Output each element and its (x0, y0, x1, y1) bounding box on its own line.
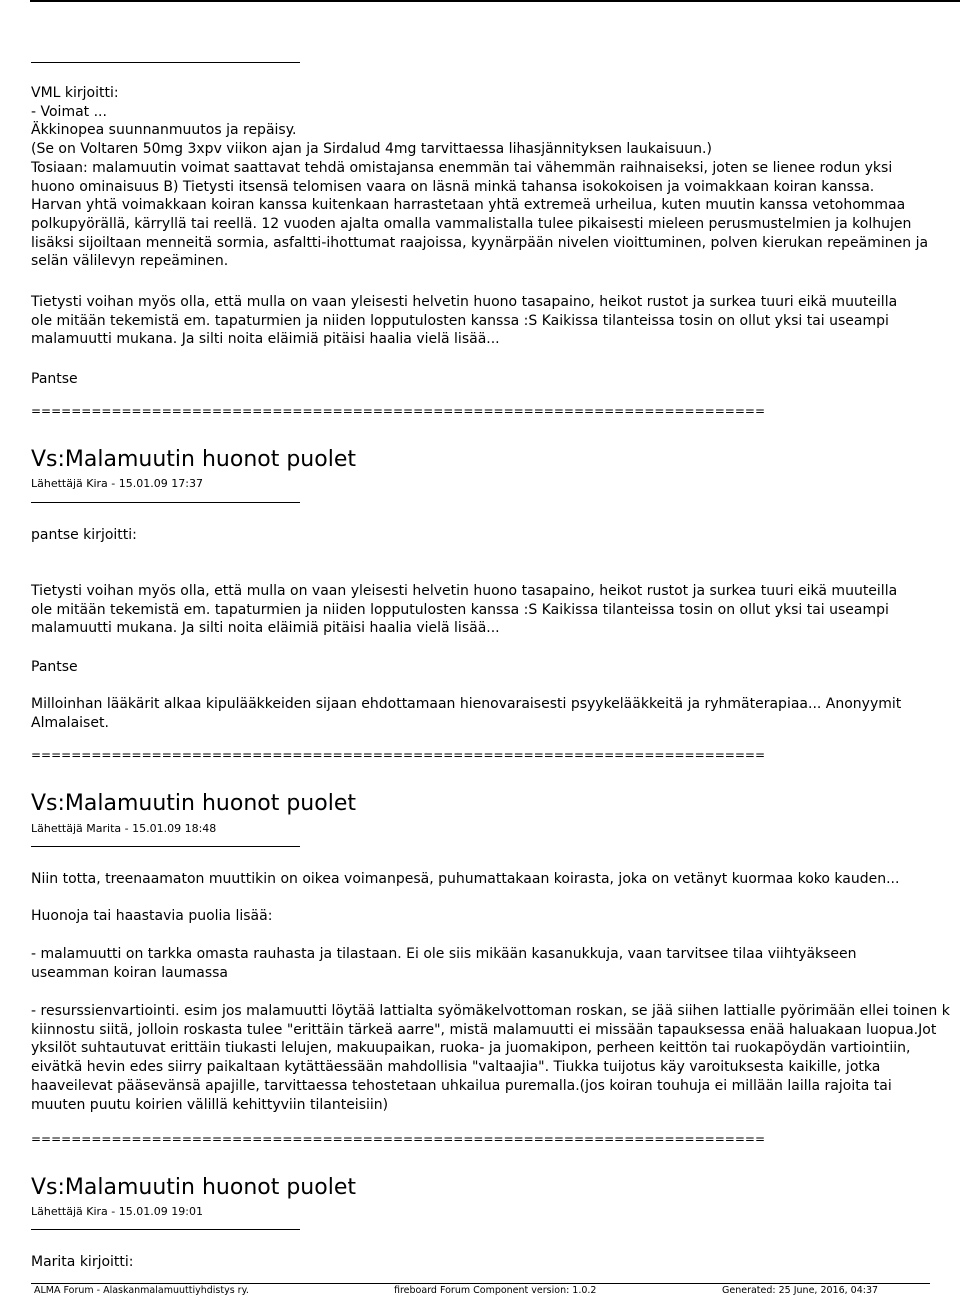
post-meta: Lähettäjä Kira - 15.01.09 19:01 (31, 1205, 203, 1218)
post-meta: Lähettäjä Marita - 15.01.09 18:48 (31, 822, 217, 835)
quote-block (31, 84, 928, 271)
signature: Pantse (31, 371, 78, 387)
quote-header: Marita kirjoitti: (31, 1254, 134, 1270)
post-meta: Lähettäjä Kira - 15.01.09 17:37 (31, 477, 203, 490)
page-footer (31, 1283, 930, 1296)
quote-line: huono ominaisuus B) Tietysti itsensä telomisen vaara on läsnä minkä tahansa isokokoisen ja voimakkaan koiran kanssa. (31, 178, 875, 195)
body-line: ole mitään tekemistä em. tapaturmien ja niiden lopputulosten kanssa :S Kaikissa tilanteissa tosin on ollut yksi tai useampi (31, 312, 889, 329)
separator: ========================================================================= (31, 404, 765, 418)
list-item (31, 945, 857, 982)
post-intro: Niin totta, treenaamaton muuttikin on oikea voimanpesä, puhumattakaan koirasta, joka on vetänyt kuormaa koko kauden... (31, 871, 900, 887)
separator: ========================================================================= (31, 748, 765, 762)
body-line: kiinnostu siitä, jolloin roskasta tulee "erittäin tärkeä aarre", mistä malamuutti ei missään tapauksessa enää haluakaan luopua.Jot (31, 1021, 937, 1038)
quote-line: polkupyörällä, kärryllä tai reellä. 12 vuoden ajalta omalla vammalistalla tulee pikaisesti mieleen perusmustelmien ja kolhujen (31, 215, 912, 232)
quote-line: selän välilevyn repeäminen. (31, 253, 229, 270)
body-line: Tietysti voihan myös olla, että mulla on vaan yleisesti helvetin huono tasapaino, heikot rustot ja surkea tuuri eikä muuteilla (31, 294, 898, 310)
post-divider (31, 62, 300, 63)
quote-line: ole mitään tekemistä em. tapaturmien ja niiden lopputulosten kanssa :S Kaikissa tilanteissa tosin on ollut yksi tai useampi (31, 601, 889, 618)
post-divider (31, 846, 300, 847)
quote-line: lisäksi sijoiltaan menneitä sormia, asfaltti-ihottumat raajoissa, kyynärpään nivelen vioittuminen, polven kierukan repeäminen ja (31, 234, 929, 251)
post-title: Vs:Malamuutin huonot puolet (31, 1175, 356, 1200)
post-title: Vs:Malamuutin huonot puolet (31, 447, 356, 472)
quote-signature: Pantse (31, 659, 78, 675)
body-line: - resurssienvartiointi. esim jos malamuutti löytää lattialta syömäkelvottoman roskan, se jää siihen lattialle pyörimään ellei toinen k (31, 1003, 950, 1019)
body-line: eivätkä hevin edes siirry paikaltaan kytättäessään mahdollisia "valtaajia". Tiukka tuijotus käy varoituksesta kaikille, jotka (31, 1059, 881, 1076)
body-line: useamman koiran laumassa (31, 964, 228, 981)
footer-generated: Generated: 25 June, 2016, 04:37 (722, 1285, 879, 1296)
footer-site: ALMA Forum - Alaskanmalamuuttiyhdistys ry. (34, 1285, 249, 1296)
post-body (31, 695, 901, 732)
body-line: malamuutti mukana. Ja silti noita eläimiä pitäisi haalia vielä lisää... (31, 331, 500, 348)
quote-line: - Voimat ... (31, 103, 107, 120)
quote-header: pantse kirjoitti: (31, 527, 137, 543)
list-item (31, 1002, 950, 1114)
footer-component: fireboard Forum Component version: 1.0.2 (394, 1285, 597, 1296)
post-divider (31, 502, 300, 503)
quote-line: VML kirjoitti: (31, 85, 119, 101)
quote-line: Äkkinopea suunnanmuutos ja repäisy. (31, 122, 297, 139)
post-divider (31, 1229, 300, 1230)
body-line: muuten puutu koirien välillä kehittyviin tilanteisiin) (31, 1096, 389, 1113)
post-body (31, 293, 897, 349)
quote-line: Harvan yhtä voimakkaan koiran kanssa kuitenkaan harrastetaan yhtä extremeä urheilua, kuten muutin kanssa vetohommaa (31, 197, 906, 214)
post-title: Vs:Malamuutin huonot puolet (31, 791, 356, 816)
quote-line: Tosiaan: malamuutin voimat saattavat tehdä omistajansa enemmän tai vähemmän raihnaiseksi, joten se lienee rodun yksi (31, 159, 893, 176)
body-line: haaveilevat pääsevänsä apajille, tarvittaessa tehostetaan uhkailua puremalla.(jos koiran touhuja ei millään lailla rajoita tai (31, 1077, 892, 1094)
body-line: Almalaiset. (31, 714, 109, 731)
body-line: Milloinhan lääkärit alkaa kipulääkkeiden sijaan ehdottamaan hienovaraisesti psyykelääkkeitä ja ryhmäterapiaa... Anonyymit (31, 696, 902, 712)
quote-line: malamuutti mukana. Ja silti noita eläimiä pitäisi haalia vielä lisää... (31, 620, 500, 637)
body-line: - malamuutti on tarkka omasta rauhasta ja tilastaan. Ei ole siis mikään kasanukkuja, vaan tarvitsee tilaa viihtyäkseen (31, 946, 857, 962)
post-subhead: Huonoja tai haastavia puolia lisää: (31, 908, 273, 924)
separator: ========================================================================= (31, 1132, 765, 1146)
body-line: yksilöt suhtautuvat erittäin tiukasti lelujen, makuupaikan, ruoka- ja juomakipon, perheen keittön tai ruokapöydän vartiointiin, (31, 1040, 911, 1057)
quote-line: (Se on Voltaren 50mg 3xpv viikon ajan ja Sirdalud 4mg tarvittaessa lihasjännityksen laukaisuun.) (31, 141, 712, 158)
page-top-rule (30, 0, 960, 2)
quote-line: Tietysti voihan myös olla, että mulla on vaan yleisesti helvetin huono tasapaino, heikot rustot ja surkea tuuri eikä muuteilla (31, 583, 898, 599)
quote-block (31, 582, 897, 638)
